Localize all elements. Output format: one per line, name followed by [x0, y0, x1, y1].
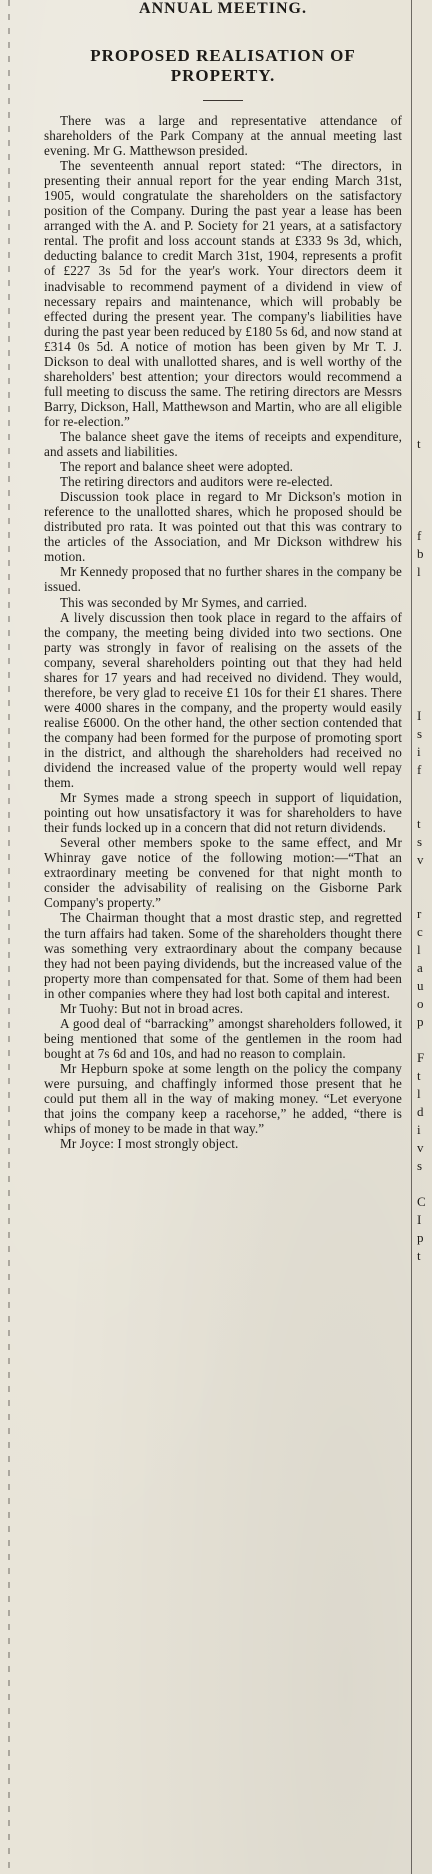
paragraph: The report and balance sheet were adopted. [60, 459, 294, 475]
adjacent-column-fragments [416, 0, 432, 1874]
edge-letter: i [417, 1122, 421, 1137]
paragraph: Mr Tuohy: But not in broad acres. [60, 1000, 244, 1016]
edge-letter: t [417, 1068, 421, 1083]
edge-letter: s [417, 1158, 423, 1173]
article-heading: ANNUAL MEETING. [139, 0, 307, 17]
edge-letter: s [417, 726, 423, 741]
paragraph: This was seconded by Mr Symes, and carried. [60, 594, 308, 610]
edge-letter: C [417, 1194, 426, 1209]
edge-letter: a [417, 960, 423, 975]
edge-letter: c [417, 924, 423, 939]
edge-letter: l [417, 1086, 421, 1101]
edge-letter: I [417, 1212, 422, 1227]
article-column [44, 0, 402, 1151]
article-body [44, 113, 402, 1151]
article-subheading-line2: PROPERTY. [170, 66, 276, 85]
edge-letter: p [417, 1230, 424, 1245]
paragraph: A lively discussion then took place in regard to the affairs of the company, the meeting being divided into two sections. One party was strongly in favor of realising on the assets of the company, several shareholders pointing out that they had held shares for 17 years and had received no dividend. They would, therefore, be very glad to receive £1 10s for their £1 shares. There were 4000 shares in the company, and the property would easily realise £6000. On the other hand, the other section contended that the company had been formed for the purpose of promoting sport in the district, and although the shareholders had received no dividend the increased value of the property would well repay them. [44, 609, 402, 791]
edge-letter: v [417, 1140, 424, 1155]
edge-letter: t [417, 436, 421, 451]
edge-letter: F [417, 1050, 425, 1065]
edge-letter: f [417, 762, 422, 777]
column-rule [411, 0, 412, 1874]
edge-letter: r [417, 906, 422, 921]
paragraph: The seventeenth annual report stated: “The directors, in presenting their annual report for the year ending March 31st, 1905, would congratulate the shareholders on the satisfactory position of the Company. During the past year a lease has been arranged with the A. and P. Society for 21 years, at a satisfactory rental. The profit and loss account stands at £333 9s 3d, which, deducting balance to credit March 31st, 1904, represents a profit of £227 3s 5d for the year's work. Your directors deem it inadvisable to recommend payment of a dividend in view of necessary repairs and maintenance, which will probably be effected during the present year. The company's liabilities have during the past year been reduced by £180 5s 6d, and now stand at £314 0s 5d. A notice of motion has been given by Mr T. J. Dickson to deal with unallotted shares, and is well worthy of the shareholders' best attention; your directors would recommend a full meeting to discuss the same. The retiring directors are Messrs Barry, Dickson, Hall, Matthewson and Martin, who are all eligible for re-election.” [44, 158, 402, 429]
edge-letter: t [417, 816, 421, 831]
left-margin-shadow [8, 0, 10, 1874]
paragraph: Mr Symes made a strong speech in support of liquidation, pointing out how unsatisfactory it was for shareholders to have their funds locked up in a concern that did not return dividends. [44, 790, 402, 836]
paragraph: Mr Kennedy proposed that no further shares in the company be issued. [44, 564, 402, 595]
paragraph: Mr Hepburn spoke at some length on the policy the company were pursuing, and chaffingly informed those present that he could put them all in the way of making money. “Let everyone that joins the company keep a racehorse,” he added, “there is whips of money to be made in that way.” [44, 1060, 402, 1137]
heading-divider [203, 100, 243, 101]
paragraph: The Chairman thought that a most drastic step, and regretted the turn affairs had taken. Some of the shareholders thought there was something very extraordinary about the company because they had not been paying dividends, but the increased value of the property more than compensated for that. Some of them had been in other companies where they had lost both capital and interest. [44, 910, 402, 1001]
edge-letter: I [417, 708, 422, 723]
edge-letter: l [417, 564, 421, 579]
paragraph: A good deal of “barracking” amongst shareholders followed, it being mentioned that some of the gentlemen in the room had bought at 7s 6d and 10s, and had no reason to complain. [44, 1015, 402, 1061]
edge-letter: i [417, 744, 421, 759]
paragraph: Several other members spoke to the same effect, and Mr Whinray gave notice of the following motion:—“That an extraordinary meeting be convened for that night month to consider the advisability of realising on the Gisborne Park Company's property.” [44, 835, 402, 911]
edge-letter: v [417, 852, 424, 867]
paragraph: Mr Joyce: I most strongly object. [60, 1136, 239, 1152]
paragraph: The balance sheet gave the items of receipts and expenditure, and assets and liabilities. [44, 428, 402, 460]
paragraph: Discussion took place in regard to Mr Dickson's motion in reference to the unallotted shares, which he proposed should be distributed pro rata. It was pointed out that this was contrary to the articles of the Association, and Mr Dickson withdrew his motion. [44, 489, 402, 565]
edge-letter: t [417, 1248, 421, 1263]
edge-letter: d [417, 1104, 424, 1119]
article-subheading-line1: PROPOSED REALISATION OF [90, 46, 356, 65]
paragraph: There was a large and representative attendance of shareholders of the Park Company at the annual meeting last evening. Mr G. Matthewson presided. [44, 113, 402, 159]
edge-letter: u [417, 978, 424, 993]
edge-letter: s [417, 834, 423, 849]
edge-letter: l [417, 942, 421, 957]
edge-letter: b [417, 546, 424, 561]
edge-letter: f [417, 528, 422, 543]
paragraph: The retiring directors and auditors were re-elected. [60, 474, 333, 490]
edge-letter: p [417, 1014, 424, 1029]
edge-letter: o [417, 996, 424, 1011]
